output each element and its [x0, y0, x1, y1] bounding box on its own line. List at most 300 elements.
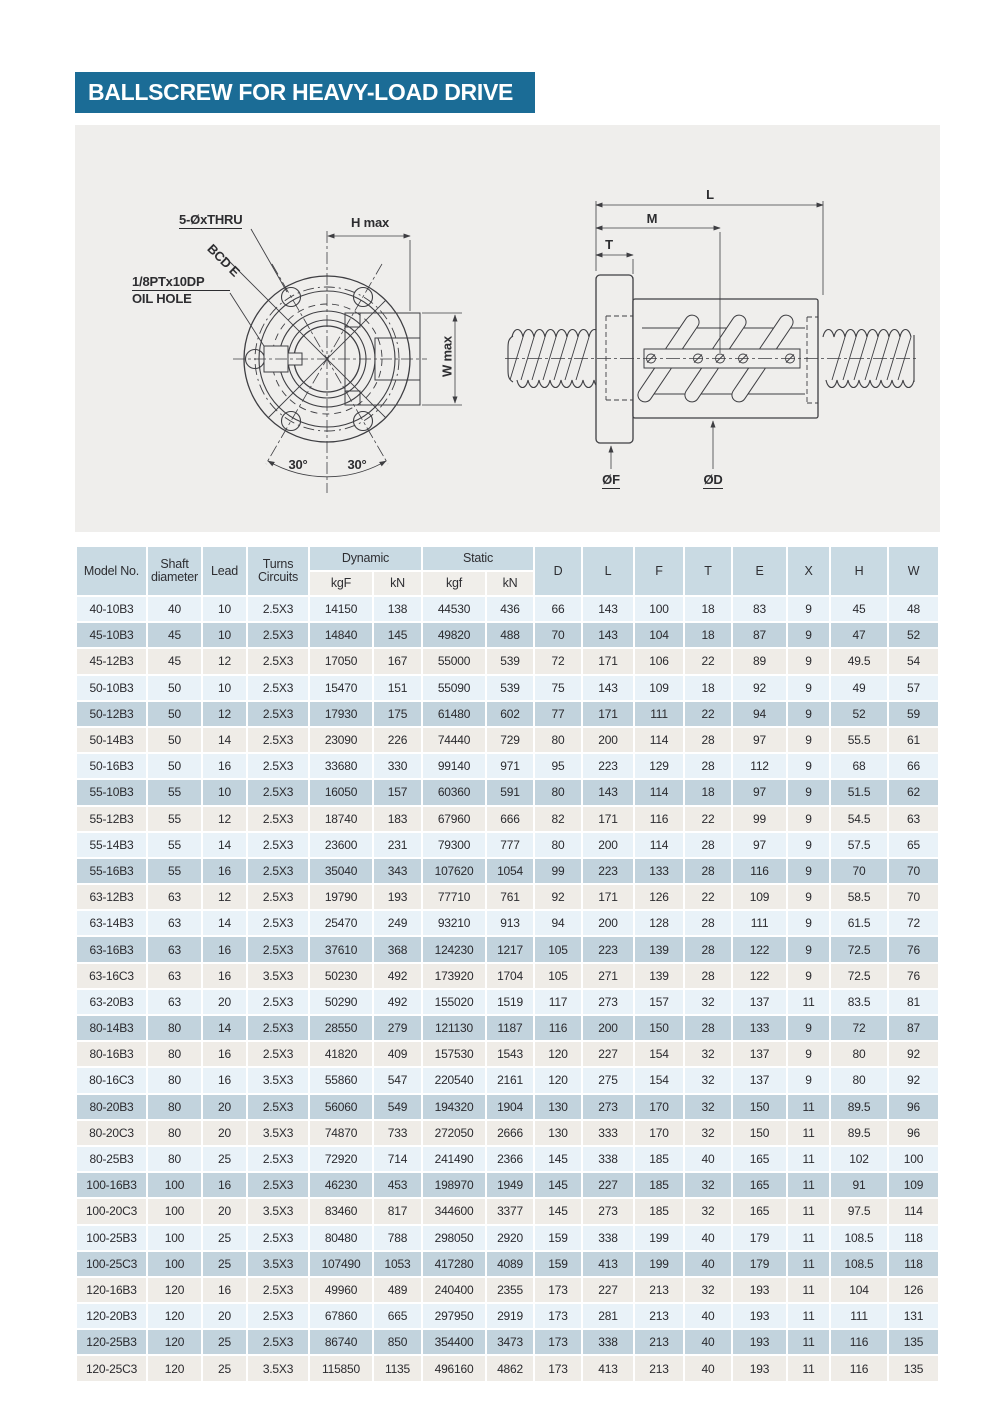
table-cell: 25	[203, 1356, 246, 1380]
table-cell: 130	[535, 1095, 581, 1119]
table-cell: 89	[733, 649, 786, 673]
table-cell: 193	[733, 1278, 786, 1302]
table-cell: 54.5	[831, 807, 887, 831]
table-cell: 22	[685, 885, 731, 909]
table-cell: 2666	[487, 1121, 533, 1145]
table-row	[77, 1356, 938, 1380]
table-cell: 733	[374, 1121, 421, 1145]
table-cell: 116	[831, 1356, 887, 1380]
table-cell: 10	[203, 597, 246, 621]
table-cell: 55-14B3	[77, 833, 146, 857]
table-cell: 81	[889, 990, 938, 1014]
angle-30-left-label: 30°	[288, 457, 308, 472]
table-cell: 111	[635, 702, 683, 726]
table-cell: 226	[374, 728, 421, 752]
table-cell: 154	[635, 1042, 683, 1066]
table-cell: 112	[733, 754, 786, 778]
angle-30-right-label: 30°	[347, 457, 367, 472]
table-cell: 16	[203, 859, 246, 883]
table-cell: 61.5	[831, 911, 887, 935]
table-cell: 72.5	[831, 937, 887, 961]
table-cell: 2.5X3	[248, 676, 308, 700]
table-row	[77, 937, 938, 961]
table-cell: 32	[685, 1121, 731, 1145]
table-cell: 16	[203, 1173, 246, 1197]
table-cell: 2.5X3	[248, 1330, 308, 1354]
table-cell: 16	[203, 937, 246, 961]
table-cell: 120-25C3	[77, 1356, 146, 1380]
table-cell: 11	[788, 1278, 829, 1302]
table-cell: 28	[685, 937, 731, 961]
table-cell: 47	[831, 623, 887, 647]
table-cell: 714	[374, 1147, 421, 1171]
table-cell: 18740	[310, 807, 372, 831]
table-cell: 2.5X3	[248, 623, 308, 647]
table-cell: 18	[685, 780, 731, 804]
table-row	[77, 1226, 938, 1250]
table-cell: 97.5	[831, 1199, 887, 1223]
table-cell: 3.5X3	[248, 1068, 308, 1092]
table-cell: 63-20B3	[77, 990, 146, 1014]
table-cell: 11	[788, 1226, 829, 1250]
table-cell: 118	[889, 1252, 938, 1276]
table-cell: 55	[148, 780, 201, 804]
table-cell: 15470	[310, 676, 372, 700]
table-cell: 55	[148, 807, 201, 831]
table-cell: 2355	[487, 1278, 533, 1302]
table-cell: 60360	[423, 780, 485, 804]
table-cell: 97	[733, 780, 786, 804]
table-cell: 11	[788, 1304, 829, 1328]
table-cell: 97	[733, 833, 786, 857]
table-cell: 116	[733, 859, 786, 883]
table-cell: 9	[788, 964, 829, 988]
table-row	[77, 649, 938, 673]
table-cell: 2.5X3	[248, 1278, 308, 1302]
table-cell: 193	[733, 1330, 786, 1354]
table-cell: 137	[733, 1068, 786, 1092]
table-cell: 100	[148, 1199, 201, 1223]
table-cell: 1543	[487, 1042, 533, 1066]
table-cell: 135	[889, 1356, 938, 1380]
table-cell: 65	[889, 833, 938, 857]
table-cell: 80	[148, 1042, 201, 1066]
table-cell: 49820	[423, 623, 485, 647]
col-header-h: H	[831, 547, 887, 595]
table-cell: 157	[374, 780, 421, 804]
col-header-dynamic: Dynamic	[310, 547, 421, 570]
table-cell: 50-16B3	[77, 754, 146, 778]
table-cell: 971	[487, 754, 533, 778]
table-cell: 170	[635, 1121, 683, 1145]
table-cell: 91	[831, 1173, 887, 1197]
col-header-static: Static	[423, 547, 533, 570]
table-cell: 55860	[310, 1068, 372, 1092]
table-cell: 45-12B3	[77, 649, 146, 673]
table-cell: 22	[685, 807, 731, 831]
table-cell: 106	[635, 649, 683, 673]
table-cell: 35040	[310, 859, 372, 883]
table-cell: 223	[583, 859, 633, 883]
table-cell: 12	[203, 885, 246, 909]
table-cell: 213	[635, 1304, 683, 1328]
table-cell: 145	[374, 623, 421, 647]
table-cell: 2.5X3	[248, 807, 308, 831]
table-row	[77, 1173, 938, 1197]
table-cell: 788	[374, 1226, 421, 1250]
table-cell: 17930	[310, 702, 372, 726]
col-header-d: D	[535, 547, 581, 595]
table-cell: 25470	[310, 911, 372, 935]
table-cell: 50230	[310, 964, 372, 988]
table-cell: 2.5X3	[248, 1173, 308, 1197]
flange-front-view	[225, 229, 462, 493]
table-cell: 279	[374, 1016, 421, 1040]
table-cell: 1187	[487, 1016, 533, 1040]
table-cell: 82	[535, 807, 581, 831]
table-cell: 46230	[310, 1173, 372, 1197]
table-cell: 213	[635, 1356, 683, 1380]
table-cell: 100	[148, 1252, 201, 1276]
table-cell: 850	[374, 1330, 421, 1354]
table-cell: 729	[487, 728, 533, 752]
table-cell: 76	[889, 937, 938, 961]
table-cell: 80	[148, 1068, 201, 1092]
table-cell: 25	[203, 1147, 246, 1171]
table-cell: 50290	[310, 990, 372, 1014]
table-cell: 50-10B3	[77, 676, 146, 700]
table-cell: 227	[583, 1042, 633, 1066]
table-cell: 32	[685, 1278, 731, 1302]
table-row	[77, 1016, 938, 1040]
table-row	[77, 859, 938, 883]
table-cell: 83460	[310, 1199, 372, 1223]
table-cell: 11	[788, 990, 829, 1014]
table-cell: 9	[788, 1042, 829, 1066]
table-cell: 2.5X3	[248, 859, 308, 883]
table-cell: 20	[203, 990, 246, 1014]
table-cell: 200	[583, 728, 633, 752]
table-row	[77, 911, 938, 935]
oil-hole-label: 1/8PTx10DP OIL HOLE	[132, 274, 230, 306]
table-cell: 55-10B3	[77, 780, 146, 804]
table-cell: 45	[148, 649, 201, 673]
table-cell: 143	[583, 780, 633, 804]
table-cell: 2.5X3	[248, 1016, 308, 1040]
table-cell: 33680	[310, 754, 372, 778]
table-cell: 28	[685, 728, 731, 752]
table-cell: 32	[685, 990, 731, 1014]
table-cell: 591	[487, 780, 533, 804]
table-cell: 281	[583, 1304, 633, 1328]
table-cell: 115850	[310, 1356, 372, 1380]
table-cell: 80-14B3	[77, 1016, 146, 1040]
table-cell: 1217	[487, 937, 533, 961]
table-cell: 72.5	[831, 964, 887, 988]
table-cell: 193	[733, 1356, 786, 1380]
table-cell: 83.5	[831, 990, 887, 1014]
table-cell: 2.5X3	[248, 833, 308, 857]
table-cell: 171	[583, 807, 633, 831]
table-cell: 80	[831, 1068, 887, 1092]
drawing-panel	[75, 125, 940, 532]
table-cell: 87	[889, 1016, 938, 1040]
table-cell: 227	[583, 1278, 633, 1302]
table-cell: 120	[148, 1330, 201, 1354]
table-cell: 9	[788, 676, 829, 700]
table-cell: 2.5X3	[248, 911, 308, 935]
table-cell: 55	[148, 859, 201, 883]
table-cell: 143	[583, 676, 633, 700]
table-cell: 70	[889, 885, 938, 909]
table-cell: 108.5	[831, 1226, 887, 1250]
table-cell: 9	[788, 1016, 829, 1040]
table-cell: 96	[889, 1095, 938, 1119]
table-cell: 55-12B3	[77, 807, 146, 831]
table-cell: 272050	[423, 1121, 485, 1145]
table-cell: 80-16B3	[77, 1042, 146, 1066]
table-cell: 273	[583, 1199, 633, 1223]
table-cell: 100	[148, 1226, 201, 1250]
table-cell: 2.5X3	[248, 702, 308, 726]
table-row	[77, 1042, 938, 1066]
table-cell: 1054	[487, 859, 533, 883]
table-cell: 193	[374, 885, 421, 909]
table-cell: 1704	[487, 964, 533, 988]
table-cell: 128	[635, 911, 683, 935]
table-cell: 114	[889, 1199, 938, 1223]
table-cell: 116	[535, 1016, 581, 1040]
table-cell: 121130	[423, 1016, 485, 1040]
table-row	[77, 1121, 938, 1145]
table-cell: 273	[583, 1095, 633, 1119]
table-cell: 32	[685, 1095, 731, 1119]
table-cell: 2366	[487, 1147, 533, 1171]
table-cell: 55-16B3	[77, 859, 146, 883]
table-cell: 16	[203, 1068, 246, 1092]
subheader-dynamic-kn: kN	[374, 572, 421, 595]
table-cell: 231	[374, 833, 421, 857]
table-cell: 49960	[310, 1278, 372, 1302]
table-cell: 23090	[310, 728, 372, 752]
table-cell: 488	[487, 623, 533, 647]
table-cell: 120	[148, 1356, 201, 1380]
table-cell: 50-14B3	[77, 728, 146, 752]
table-cell: 3.5X3	[248, 1121, 308, 1145]
table-cell: 11	[788, 1121, 829, 1145]
table-cell: 3.5X3	[248, 1356, 308, 1380]
table-cell: 368	[374, 937, 421, 961]
table-cell: 297950	[423, 1304, 485, 1328]
table-cell: 57	[889, 676, 938, 700]
table-cell: 109	[635, 676, 683, 700]
table-cell: 199	[635, 1252, 683, 1276]
table-cell: 145	[535, 1147, 581, 1171]
table-cell: 55000	[423, 649, 485, 673]
table-cell: 130	[535, 1121, 581, 1145]
table-cell: 111	[831, 1304, 887, 1328]
col-header-shaft-diameter: Shaft diameter	[148, 547, 201, 595]
table-cell: 338	[583, 1330, 633, 1354]
table-row	[77, 1278, 938, 1302]
table-cell: 40	[148, 597, 201, 621]
dia-d-label: ØD	[703, 472, 723, 487]
thru-hole-label: 5-ØxTHRU	[179, 212, 243, 227]
table-row	[77, 1304, 938, 1328]
table-cell: 97	[733, 728, 786, 752]
table-cell: 118	[889, 1226, 938, 1250]
leader-lines	[225, 229, 386, 418]
table-cell: 89.5	[831, 1121, 887, 1145]
table-cell: 28	[685, 754, 731, 778]
table-cell: 159	[535, 1226, 581, 1250]
table-cell: 198970	[423, 1173, 485, 1197]
table-cell: 49.5	[831, 649, 887, 673]
table-cell: 185	[635, 1147, 683, 1171]
table-cell: 63	[148, 964, 201, 988]
table-cell: 114	[635, 833, 683, 857]
table-row	[77, 807, 938, 831]
table-cell: 492	[374, 990, 421, 1014]
table-cell: 10	[203, 623, 246, 647]
table-cell: 1519	[487, 990, 533, 1014]
table-cell: 9	[788, 623, 829, 647]
table-cell: 223	[583, 937, 633, 961]
table-cell: 199	[635, 1226, 683, 1250]
table-cell: 99	[733, 807, 786, 831]
table-cell: 179	[733, 1252, 786, 1276]
table-cell: 157530	[423, 1042, 485, 1066]
table-cell: 12	[203, 702, 246, 726]
table-cell: 22	[685, 702, 731, 726]
table-cell: 14150	[310, 597, 372, 621]
table-cell: 51.5	[831, 780, 887, 804]
col-header-turns-circuits: Turns Circuits	[248, 547, 308, 595]
table-cell: 200	[583, 833, 633, 857]
table-cell: 137	[733, 1042, 786, 1066]
table-cell: 83	[733, 597, 786, 621]
table-cell: 45	[831, 597, 887, 621]
table-cell: 213	[635, 1330, 683, 1354]
table-cell: 11	[788, 1147, 829, 1171]
table-cell: 4862	[487, 1356, 533, 1380]
table-cell: 40	[685, 1226, 731, 1250]
table-cell: 126	[889, 1278, 938, 1302]
table-cell: 602	[487, 702, 533, 726]
table-cell: 200	[583, 1016, 633, 1040]
table-cell: 32	[685, 1173, 731, 1197]
col-header-lead: Lead	[203, 547, 246, 595]
table-cell: 143	[583, 597, 633, 621]
table-cell: 133	[733, 1016, 786, 1040]
table-cell: 354400	[423, 1330, 485, 1354]
table-cell: 74870	[310, 1121, 372, 1145]
dim-l-label: L	[706, 187, 714, 202]
table-cell: 170	[635, 1095, 683, 1119]
table-cell: 94	[535, 911, 581, 935]
table-cell: 333	[583, 1121, 633, 1145]
table-cell: 56060	[310, 1095, 372, 1119]
table-cell: 77	[535, 702, 581, 726]
table-cell: 194320	[423, 1095, 485, 1119]
table-cell: 28	[685, 833, 731, 857]
table-cell: 114	[635, 728, 683, 752]
table-cell: 409	[374, 1042, 421, 1066]
table-cell: 41820	[310, 1042, 372, 1066]
table-cell: 14	[203, 728, 246, 752]
table-cell: 100	[148, 1173, 201, 1197]
dim-m-label: M	[646, 211, 658, 226]
table-cell: 11	[788, 1252, 829, 1276]
table-cell: 100-25C3	[77, 1252, 146, 1276]
table-cell: 417280	[423, 1252, 485, 1276]
table-cell: 9	[788, 885, 829, 909]
table-row	[77, 990, 938, 1014]
col-header-e: E	[733, 547, 786, 595]
table-cell: 143	[583, 623, 633, 647]
table-cell: 3377	[487, 1199, 533, 1223]
table-cell: 539	[487, 649, 533, 673]
table-cell: 11	[788, 1173, 829, 1197]
table-cell: 63	[148, 990, 201, 1014]
table-cell: 338	[583, 1226, 633, 1250]
table-cell: 120-16B3	[77, 1278, 146, 1302]
table-cell: 165	[733, 1199, 786, 1223]
table-cell: 92	[535, 885, 581, 909]
table-cell: 116	[635, 807, 683, 831]
table-cell: 70	[535, 623, 581, 647]
table-cell: 413	[583, 1356, 633, 1380]
table-cell: 133	[635, 859, 683, 883]
table-cell: 80-20C3	[77, 1121, 146, 1145]
table-cell: 453	[374, 1173, 421, 1197]
col-header-model: Model No.	[77, 547, 146, 595]
table-cell: 492	[374, 964, 421, 988]
table-cell: 193	[733, 1304, 786, 1328]
table-cell: 104	[635, 623, 683, 647]
table-cell: 2.5X3	[248, 1095, 308, 1119]
table-cell: 9	[788, 937, 829, 961]
spec-table	[75, 545, 940, 1383]
table-cell: 11	[788, 1199, 829, 1223]
table-cell: 99	[535, 859, 581, 883]
table-cell: 150	[733, 1121, 786, 1145]
table-cell: 93210	[423, 911, 485, 935]
table-cell: 14	[203, 833, 246, 857]
table-cell: 17050	[310, 649, 372, 673]
table-cell: 12	[203, 649, 246, 673]
table-cell: 67960	[423, 807, 485, 831]
table-cell: 87	[733, 623, 786, 647]
table-cell: 45-10B3	[77, 623, 146, 647]
table-row	[77, 964, 938, 988]
table-cell: 40	[685, 1252, 731, 1276]
table-cell: 129	[635, 754, 683, 778]
table-cell: 666	[487, 807, 533, 831]
table-cell: 55.5	[831, 728, 887, 752]
subheader-dynamic-kgf: kgF	[310, 572, 372, 595]
table-cell: 116	[831, 1330, 887, 1354]
table-cell: 104	[831, 1278, 887, 1302]
table-cell: 135	[889, 1330, 938, 1354]
table-cell: 72920	[310, 1147, 372, 1171]
table-cell: 18	[685, 676, 731, 700]
table-cell: 79300	[423, 833, 485, 857]
table-cell: 80	[148, 1121, 201, 1145]
table-body	[77, 597, 938, 1381]
table-cell: 436	[487, 597, 533, 621]
table-cell: 72	[889, 911, 938, 935]
